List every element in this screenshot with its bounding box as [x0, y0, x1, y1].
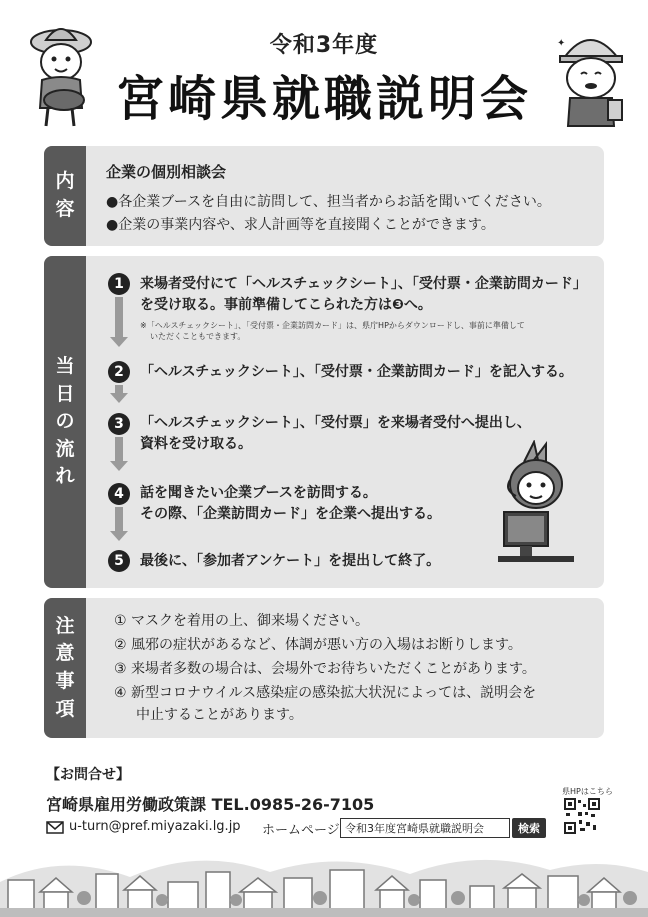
mascot-computer-illustration: [494, 440, 578, 570]
step-note: ※「ヘルスチェックシート」、「受付票・企業訪問カード」は、県庁HPからダウンロードし、事前に準備して: [140, 321, 525, 330]
content-line: ●企業の事業内容や、求人計画等を直接聞くことができます。: [106, 217, 495, 233]
step-number: 1: [108, 273, 130, 295]
tab-char: 内: [55, 170, 75, 193]
tab-char: れ: [55, 465, 75, 488]
search-box[interactable]: 令和3年度宮崎県就職説明会: [340, 818, 510, 838]
step-number: 2: [108, 361, 130, 383]
svg-text:✦: ✦: [557, 38, 566, 49]
tab-char: の: [55, 410, 75, 433]
flow-arrow: [115, 437, 123, 461]
flow-arrow-head: [110, 461, 128, 471]
flow-arrow: [115, 297, 123, 337]
flow-arrow: [115, 385, 123, 393]
notice-item: ④ 新型コロナウイルス感染症の感染拡大状況によっては、説明会を: [114, 685, 537, 701]
tab-char: 容: [55, 198, 75, 220]
contact-heading: 【お問合せ】: [46, 767, 130, 783]
step-note: いただくこともできます。: [150, 332, 246, 341]
step-text: 最後に、「参加者アンケート」を提出して終了。: [140, 553, 441, 569]
step-number: 5: [108, 550, 130, 572]
content-line: ●各企業ブースを自由に訪問して、担当者からお話を聞いてください。: [106, 194, 551, 210]
tab-char: 項: [55, 697, 75, 720]
qr-label: 県HPはこちら: [562, 787, 613, 796]
town-skyline-illustration: [0, 842, 648, 917]
step-number: 4: [108, 483, 130, 505]
notice-item: ② 風邪の症状があるなど、体調が悪い方の入場はお断りします。: [114, 637, 522, 653]
event-year: 令和3年度: [269, 33, 379, 58]
tab-char: 事: [55, 670, 75, 692]
step-text: 「ヘルスチェックシート」、「受付票」を来場者受付へ提出し、: [140, 415, 531, 431]
step-text: 話を聞きたい企業ブースを訪問する。: [140, 485, 377, 501]
mascot-left-illustration: [22, 12, 100, 130]
tab-char: 日: [55, 382, 75, 405]
tab-char: 注: [55, 614, 75, 637]
contact-department: 宮崎県雇用労働政策課 TEL.0985-26-7105: [46, 795, 375, 814]
notice-section-tab: [44, 598, 86, 738]
step-text: 来場者受付にて「ヘルスチェックシート」、「受付票・企業訪問カード」: [140, 276, 587, 292]
page-title: 宮崎県就職説明会: [115, 71, 532, 127]
qr-code-icon[interactable]: [564, 798, 600, 834]
content-heading: 企業の個別相談会: [106, 163, 227, 181]
notice-item: ① マスクを着用の上、御来場ください。: [114, 613, 369, 629]
step-text: 資料を受け取る。: [140, 436, 252, 452]
search-button[interactable]: 検索: [512, 818, 546, 838]
step-number: 3: [108, 413, 130, 435]
flow-arrow: [115, 507, 123, 531]
step-text: 「ヘルスチェックシート」、「受付票・企業訪問カード」を記入する。: [140, 364, 573, 380]
tab-char: 当: [55, 355, 75, 378]
mail-icon: [46, 821, 64, 834]
mascot-right-illustration: [550, 22, 632, 134]
tab-char: 流: [55, 437, 75, 460]
content-section-tab: [44, 146, 86, 246]
flow-section-tab: [44, 256, 86, 588]
flow-arrow-head: [110, 337, 128, 347]
tab-char: 意: [55, 642, 75, 665]
step-text: を受け取る。事前準備してこられた方は❸へ。: [140, 297, 432, 313]
contact-email[interactable]: u-turn@pref.miyazaki.lg.jp: [69, 819, 241, 834]
notice-item: ③ 来場者多数の場合は、会場外でお待ちいただくことがあります。: [114, 661, 536, 677]
homepage-label: ホームページ: [262, 823, 340, 838]
notice-item: 中止することがあります。: [136, 707, 303, 723]
flow-arrow-head: [110, 393, 128, 403]
step-text: その際、「企業訪問カード」を企業へ提出する。: [140, 506, 441, 522]
flow-arrow-head: [110, 531, 128, 541]
